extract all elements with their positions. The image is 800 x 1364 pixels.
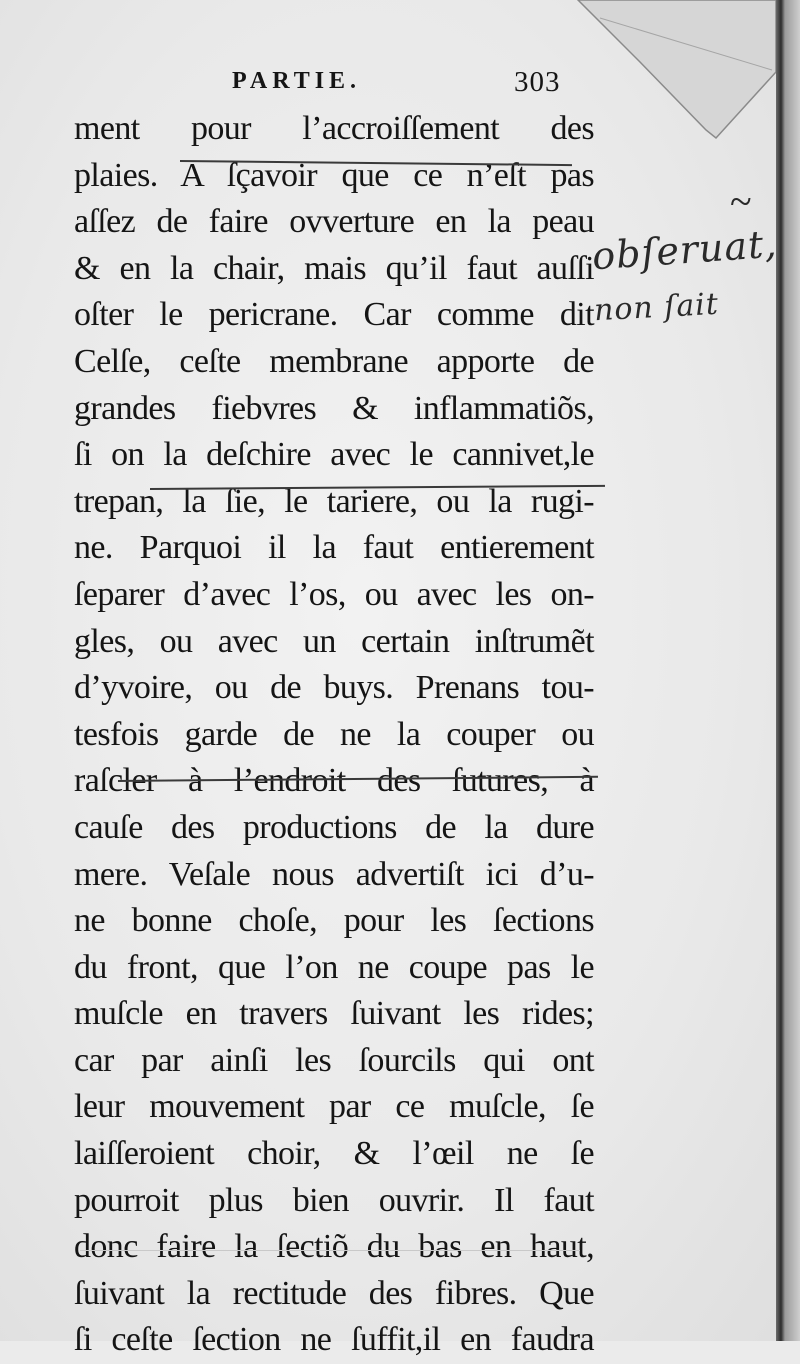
page-gutter xyxy=(776,0,800,1341)
text-line: cauſe des productions de la dure xyxy=(74,808,594,846)
text-line: raſcler à l’endroit des ſutures, à xyxy=(74,762,594,800)
text-line: tesfois garde de ne la couper ou xyxy=(74,715,594,753)
margin-mark: ~ xyxy=(730,179,752,224)
text-line: plaies. A ſçavoir que ce n’eſt pas xyxy=(74,156,594,194)
text-line: ne. Parquoi il la faut entierement xyxy=(74,529,594,567)
text-line: ſi on la deſchire avec le cannivet,le xyxy=(74,436,594,474)
text-line: gles, ou avec un certain inſtrumẽt xyxy=(74,622,594,660)
text-line: trepan, la ſie, le tariere, ou la rugi- xyxy=(74,482,594,520)
running-head-title: PARTIE. xyxy=(232,68,362,94)
text-line: muſcle en travers ſuivant les rides; xyxy=(74,995,594,1033)
text-line: leur mouvement par ce muſcle, ſe xyxy=(74,1088,594,1126)
text-line: car par ainſi les ſourcils qui ont xyxy=(74,1041,594,1079)
margin-note: obſeruat, xyxy=(590,221,779,279)
running-head xyxy=(0,68,800,108)
text-line: ſeparer d’avec l’os, ou avec les on- xyxy=(74,575,594,613)
body-text xyxy=(74,106,594,1364)
page-number: 303 xyxy=(514,66,561,98)
text-line: ſuivant la rectitude des fibres. Que xyxy=(74,1274,594,1312)
text-line: ment pour l’accroiſſement des xyxy=(74,110,594,147)
text-line: aſſez de faire ovverture en la peau xyxy=(74,203,594,241)
margin-note: non ſait xyxy=(593,286,720,329)
text-line: oſter le pericrane. Car comme dit xyxy=(74,296,594,334)
text-line: ne bonne choſe, pour les ſections xyxy=(74,902,594,940)
text-line: ſi ceſte ſection ne ſuffit,il en faudra xyxy=(74,1321,594,1359)
text-line: Celſe, ceſte membrane apporte de xyxy=(74,342,594,380)
text-line: grandes fiebvres & inflammatiõs, xyxy=(74,389,594,427)
page-bottom-edge xyxy=(80,1250,580,1251)
text-line: laiſſeroient choir, & l’œil ne ſe xyxy=(74,1135,594,1173)
text-line: & en la chair, mais qu’il faut auſſi xyxy=(74,249,594,287)
text-line: du front, que l’on ne coupe pas le xyxy=(74,948,594,986)
text-line: donc faire la ſectiõ du bas en haut, xyxy=(74,1228,594,1266)
text-line: pourroit plus bien ouvrir. Il faut xyxy=(74,1181,594,1219)
text-line: d’yvoire, ou de buys. Prenans tou- xyxy=(74,669,594,707)
text-line: mere. Veſale nous advertiſt ici d’u- xyxy=(74,855,594,893)
